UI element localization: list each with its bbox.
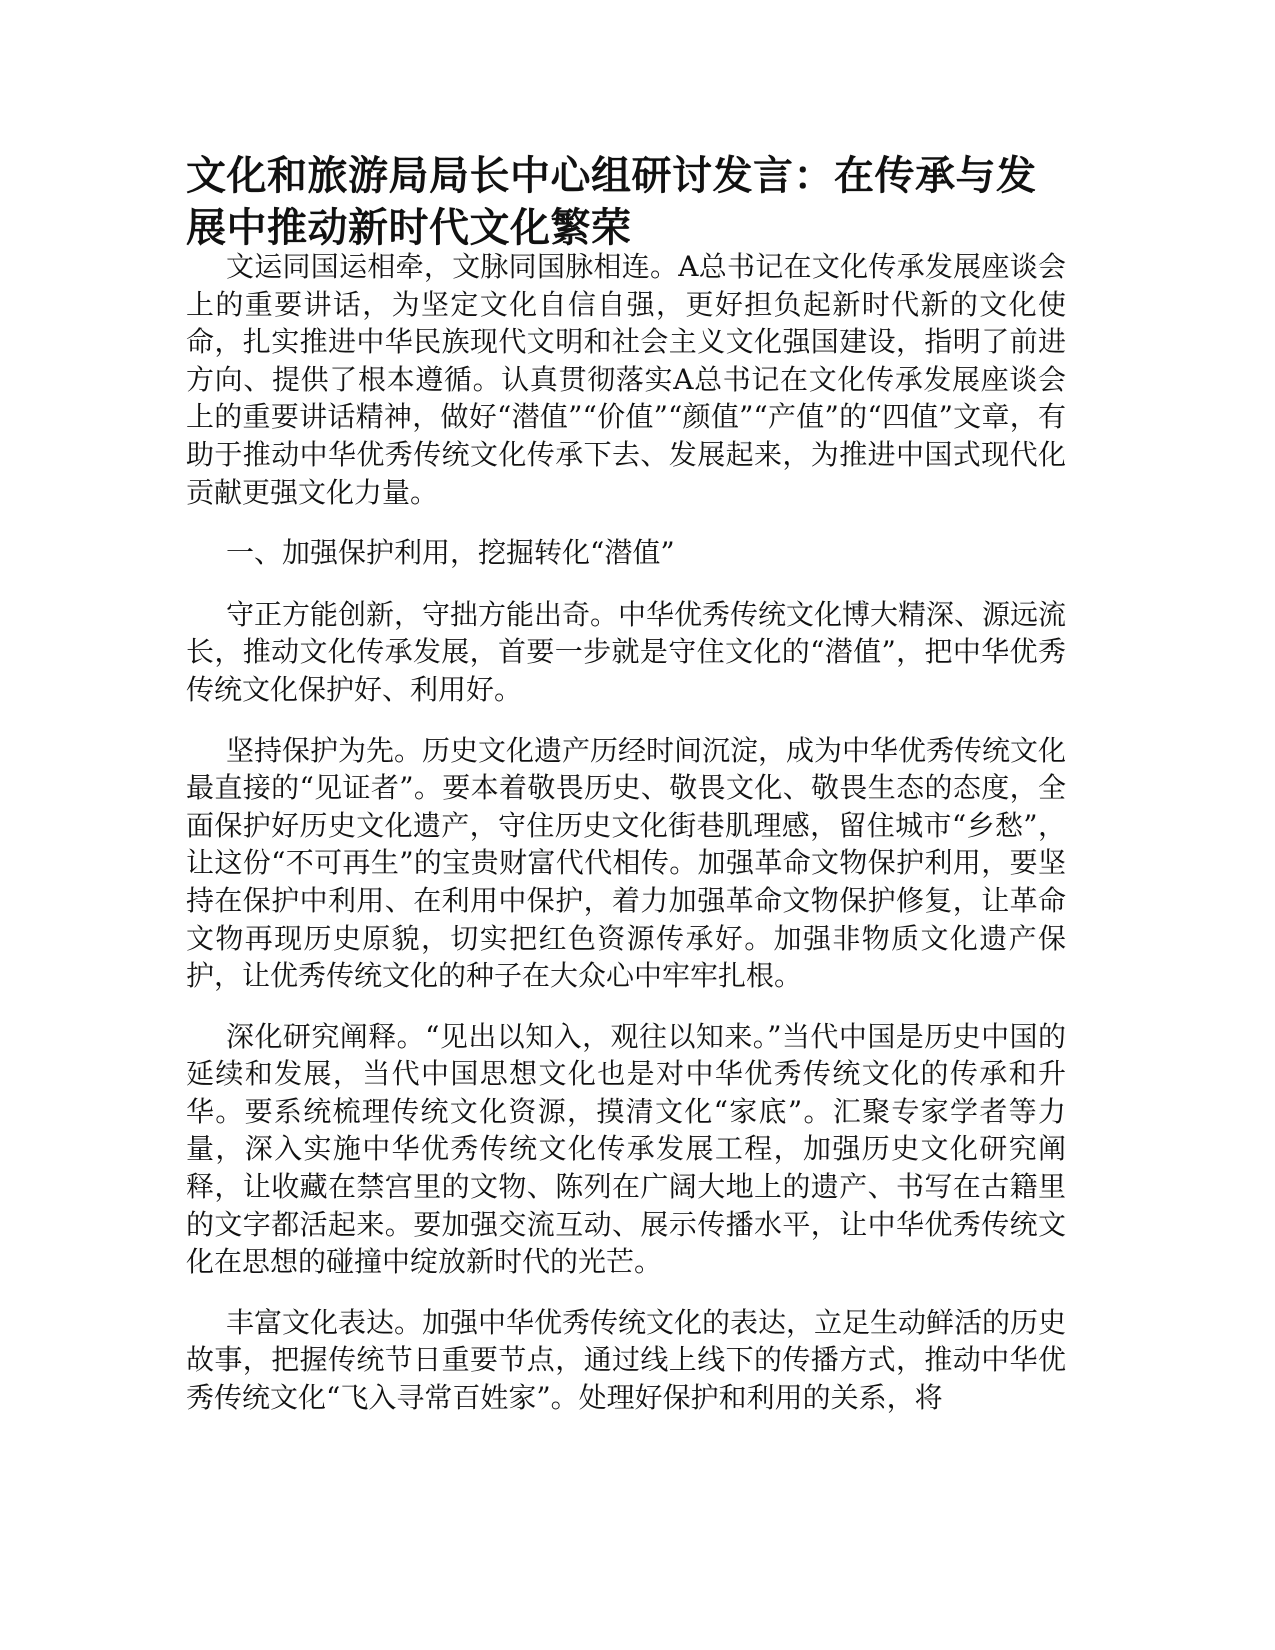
document-body (186, 248, 1066, 1440)
document-title: 文化和旅游局局长中心组研讨发言：在传承与发展中推动新时代文化繁荣 (186, 153, 1037, 251)
body-paragraph: 文运同国运相牵，文脉同国脉相连。A总书记在文化传承发展座谈会上的重要讲话，为坚定文化自信自强，更好担负起新时代新的文化使命，扎实推进中华民族现代文明和社会主义文化强国建设，指明了前进方向、提供了根本遵循。认真贯彻落实A总书记在文化传承发展座谈会上的重要讲话精神，做好“潜值”“价值”“颜值”“产值”的“四值”文章，有助于推动中华优秀传统文化传承下去、发展起来，为推进中国式现代化贡献更强文化力量。 (186, 250, 1066, 509)
body-paragraph: 守正方能创新，守拙方能出奇。中华优秀传统文化博大精深、源远流长，推动文化传承发展，首要一步就是守住文化的“潜值”，把中华优秀传统文化保护好、利用好。 (186, 597, 1067, 706)
body-paragraph: 丰富文化表达。加强中华优秀传统文化的表达，立足生动鲜活的历史故事，把握传统节日重要节点，通过线上线下的传播方式，推动中华优秀传统文化“飞入寻常百姓家”。处理好保护和利用的关系，将 (186, 1305, 1067, 1415)
body-paragraph: 坚持保护为先。历史文化遗产历经时间沉淀，成为中华优秀传统文化最直接的“见证者”。要本着敬畏历史、敬畏文化、敬畏生态的态度，全面保护好历史文化遗产，守住历史文化街巷肌理感，留住城市“乡愁”，让这份“不可再生”的宝贵财富代代相传。加强革命文物保护利用，要坚持在保护中利用、在利用中保护，着力加强革命文物保护修复，让革命文物再现历史原貌，切实把红色资源传承好。加强非物质文化遗产保护，让优秀传统文化的种子在大众心中牢牢扎根。 (186, 733, 1067, 993)
section-heading: 一、加强保护利用，挖掘转化“潜值” (226, 536, 675, 570)
body-paragraph: 深化研究阐释。“见出以知入，观往以知来。”当代中国是历史中国的延续和发展，当代中国思想文化也是对中华优秀传统文化的传承和升华。要系统梳理传统文化资源，摸清文化“家底”。汇聚专家学者等力量，深入实施中华优秀传统文化传承发展工程，加强历史文化研究阐释，让收藏在禁宫里的文物、陈列在广阔大地上的遗产、书写在古籍里的文字都活起来。要加强交流互动、展示传播水平，让中华优秀传统文化在思想的碰撞中绽放新时代的光芒。 (186, 1019, 1066, 1279)
